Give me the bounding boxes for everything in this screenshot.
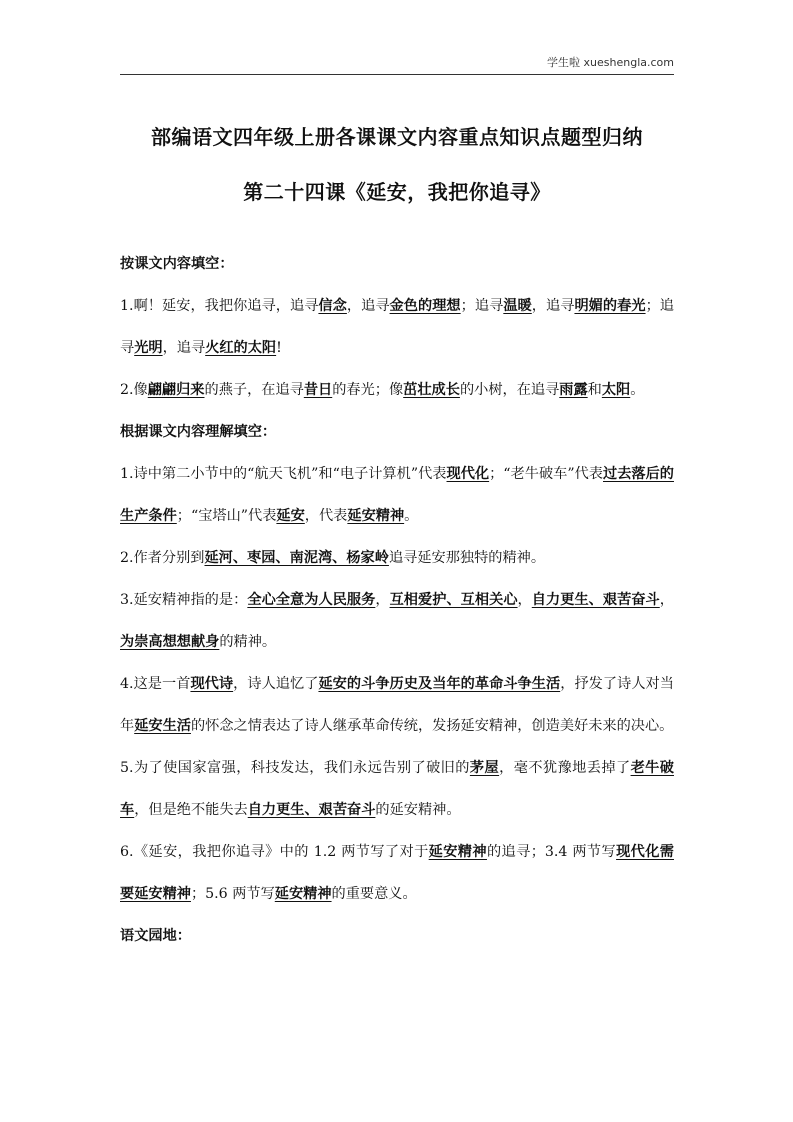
paragraph-text: 的重要意义。 xyxy=(331,886,417,902)
answer-text: 延安的斗争历史及当年的革命斗争生活 xyxy=(318,676,561,692)
paragraph-text: ；“老牛破车”代表 xyxy=(489,466,603,482)
lesson-title: 第二十四课《延安，我把你追寻》 xyxy=(243,180,551,204)
paragraph-text: 的怀念之情表达了诗人继承革命传统，发扬延安精神，创造美好未来的决心。 xyxy=(190,718,674,734)
answer-text: 温暖 xyxy=(503,298,532,314)
paragraph-text: ! xyxy=(276,340,282,356)
paragraph-text: 的春光；像 xyxy=(332,382,404,398)
paragraph-text: 和 xyxy=(587,382,602,398)
question-paragraph xyxy=(120,579,674,663)
answer-text: 延河、枣园、南泥湾、杨家岭 xyxy=(204,550,389,566)
paragraph-text: ，抒发了诗人对当年 xyxy=(120,676,674,734)
answer-text: 过去落后的生产条件 xyxy=(120,466,674,524)
paragraph-text: 1.啊！延安，我把你追寻，追寻 xyxy=(120,298,319,314)
paragraph-text: 语文园地： xyxy=(120,928,191,944)
answer-text: 昔日 xyxy=(303,382,333,398)
paragraph-text: 2.像 xyxy=(120,382,148,398)
answer-text: 延安生活 xyxy=(134,718,191,734)
paragraph-text: 追寻延安那独特的精神。 xyxy=(388,550,546,566)
paragraph-text: ；“宝塔山”代表 xyxy=(176,508,277,524)
answer-text: 全心全意为人民服务 xyxy=(247,592,376,608)
section-heading xyxy=(120,243,674,285)
answer-text: 自力更生、艰苦奋斗 xyxy=(531,592,660,608)
answer-text: 延安精神 xyxy=(274,886,332,902)
answer-text: 互相爱护、互相关心 xyxy=(389,592,518,608)
answer-text: 现代诗 xyxy=(190,676,234,692)
paragraph-text: ，追寻 xyxy=(346,298,390,314)
paragraph-text: ；追寻 xyxy=(460,298,504,314)
answer-text: 老牛破车 xyxy=(120,760,674,818)
paragraph-text: 1.诗中第二小节中的“航天飞机”和“电子计算机”代表 xyxy=(120,466,447,482)
paragraph-text: 3.延安精神指的是： xyxy=(120,592,248,608)
question-paragraph xyxy=(120,537,674,579)
paragraph-text: 6.《延安，我把你追寻》中的 1.2 两节写了对于 xyxy=(120,844,429,860)
answer-text: 火红的太阳 xyxy=(205,340,277,356)
paragraph-text: ，追寻 xyxy=(531,298,575,314)
answer-text: 光明 xyxy=(134,340,163,356)
paragraph-text: ，但是绝不能失去 xyxy=(134,802,248,818)
answer-text: 延安精神 xyxy=(428,844,487,860)
question-paragraph xyxy=(120,285,674,369)
answer-text: 现代化 xyxy=(446,466,490,482)
paragraph-text: 的延安精神。 xyxy=(375,802,461,818)
paragraph-text: ， xyxy=(375,592,390,608)
page-header xyxy=(120,56,674,75)
section-heading xyxy=(120,915,674,957)
paragraph-text: 2.作者分别到 xyxy=(120,550,205,566)
question-paragraph xyxy=(120,453,674,537)
paragraph-text: 。 xyxy=(630,382,645,398)
answer-text: 为崇高想想献身 xyxy=(120,634,220,650)
answer-text: 太阳 xyxy=(601,382,631,398)
answer-text: 信念 xyxy=(318,298,347,314)
paragraph-text: 按课文内容填空： xyxy=(120,256,234,272)
answer-text: 茅屋 xyxy=(469,760,500,776)
question-paragraph xyxy=(120,369,674,411)
paragraph-text: 的燕子，在追寻 xyxy=(204,382,304,398)
answer-text: 延安 xyxy=(276,508,305,524)
page-title: 部编语文四年级上册各课课文内容重点知识点题型归纳 xyxy=(151,125,643,149)
paragraph-text: ；追寻 xyxy=(120,298,674,356)
paragraph-text: 5.为了使国家富强，科技发达，我们永远告别了破旧的 xyxy=(120,760,470,776)
paragraph-text: 的小树，在追寻 xyxy=(459,382,560,398)
paragraph-text: ，追寻 xyxy=(162,340,206,356)
answer-text: 现代化需要延安精神 xyxy=(120,844,674,902)
paragraph-text: ，代表 xyxy=(304,508,348,524)
answer-text: 金色的理想 xyxy=(389,298,461,314)
paragraph-text: ， xyxy=(659,592,674,608)
answer-text: 翩翩归来 xyxy=(147,382,205,398)
section-heading xyxy=(120,411,674,453)
answer-text: 茁壮成长 xyxy=(403,382,460,398)
answer-text: 明媚的春光 xyxy=(574,298,646,314)
question-paragraph xyxy=(120,663,674,747)
document-body xyxy=(120,243,674,957)
paragraph-text: 根据课文内容理解填空： xyxy=(120,424,277,440)
paragraph-text: 的追寻；3.4 两节写 xyxy=(486,844,617,860)
paragraph-text: 4.这是一首 xyxy=(120,676,191,692)
paragraph-text: ；5.6 两节写 xyxy=(190,886,275,902)
paragraph-text: ， xyxy=(517,592,532,608)
question-paragraph xyxy=(120,747,674,831)
paragraph-text: 的精神。 xyxy=(219,634,277,650)
paragraph-text: ，诗人追忆了 xyxy=(233,676,319,692)
header-site-label: 学生啦 xueshengla.com xyxy=(547,56,674,69)
question-paragraph xyxy=(120,831,674,915)
paragraph-text: ，毫不犹豫地丢掉了 xyxy=(499,760,631,776)
paragraph-text: 。 xyxy=(404,508,419,524)
answer-text: 自力更生、艰苦奋斗 xyxy=(247,802,376,818)
answer-text: 延安精神 xyxy=(347,508,405,524)
answer-text: 雨露 xyxy=(559,382,588,398)
